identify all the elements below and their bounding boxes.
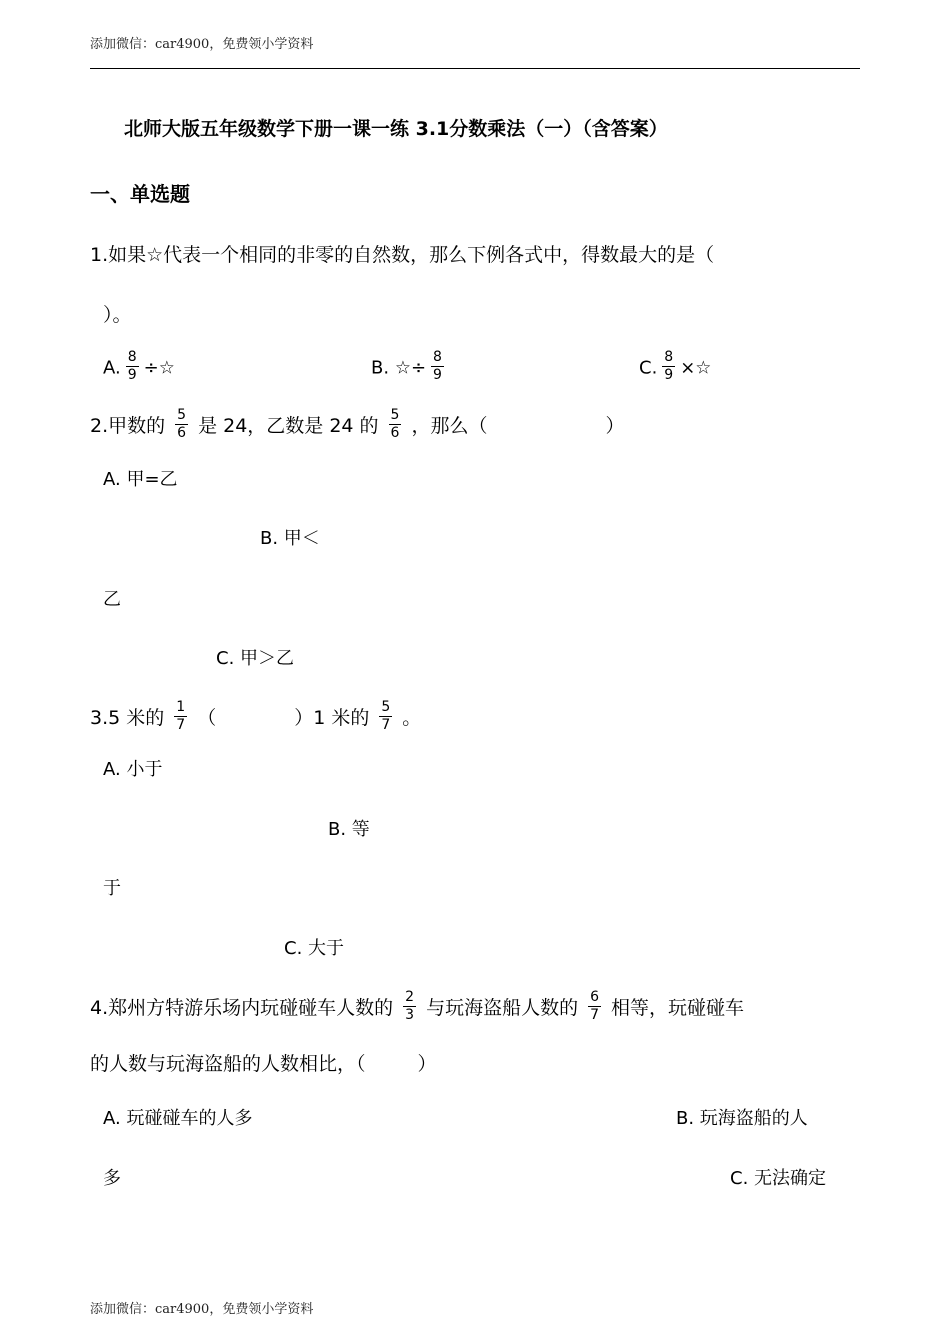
stem-text: ） <box>605 415 625 437</box>
fraction-numerator: 8 <box>433 349 442 365</box>
stem-text: （ <box>197 707 217 729</box>
option-expression: ☆÷ <box>394 357 427 379</box>
question-2-option-a[interactable]: A. 甲=乙 <box>103 469 178 490</box>
question-4-option-c[interactable]: C. 无法确定 <box>730 1168 827 1189</box>
question-2-option-c[interactable]: C. 甲＞乙 <box>216 648 295 669</box>
fraction-numerator: 8 <box>127 349 137 365</box>
question-1-line-2: ）。 <box>103 304 132 326</box>
stem-text: 3.5 米的 <box>90 707 165 729</box>
question-4-option-a[interactable]: A. 玩碰碰车的人多 <box>103 1108 253 1129</box>
stem-text: 。 <box>402 707 422 729</box>
fraction-denominator: 6 <box>177 425 187 441</box>
question-3-option-a[interactable]: A. 小于 <box>103 759 163 780</box>
fraction-denominator: 6 <box>390 425 400 441</box>
fraction <box>379 700 392 733</box>
question-3-option-b-wrap[interactable]: 于 <box>103 878 121 899</box>
fraction-numerator: 5 <box>381 699 391 715</box>
fraction-numerator: 6 <box>590 989 599 1005</box>
question-3-option-c[interactable]: C. 大于 <box>284 938 345 959</box>
question-4-option-b-wrap[interactable]: 多 <box>103 1168 121 1189</box>
stem-text: 的人数与玩海盗船的人数相比，（ <box>90 1053 366 1075</box>
option-label: C. <box>639 357 658 379</box>
question-2-option-b[interactable]: B. 甲＜ <box>260 528 320 549</box>
fraction <box>174 700 187 733</box>
option-expression: ÷☆ <box>143 357 175 379</box>
question-4-line-1 <box>90 989 745 1025</box>
stem-text: ） <box>417 1053 437 1075</box>
stem-text: 与玩海盗船人数的 <box>426 997 579 1019</box>
footer-watermark: 添加微信：car4900，免费领小学资料 <box>90 1302 314 1317</box>
fraction-denominator: 7 <box>381 717 391 733</box>
fraction <box>403 990 416 1023</box>
fraction-denominator: 3 <box>405 1007 415 1023</box>
fraction <box>431 350 444 383</box>
fraction-numerator: 1 <box>176 699 186 715</box>
question-2-stem <box>90 407 625 443</box>
stem-text: 4.郑州方特游乐场内玩碰碰车人数的 <box>90 997 394 1019</box>
question-4-option-b[interactable]: B. 玩海盗船的人 <box>676 1108 808 1129</box>
question-1-option-c[interactable] <box>639 349 712 385</box>
fraction-numerator: 5 <box>390 407 400 423</box>
question-2-option-b-wrap[interactable]: 乙 <box>103 589 121 610</box>
fraction-denominator: 7 <box>176 717 186 733</box>
fraction-denominator: 9 <box>127 367 137 383</box>
document-title: 北师大版五年级数学下册一课一练 3.1分数乘法（一）（含答案） <box>124 118 668 140</box>
fraction <box>588 990 601 1023</box>
stem-text: 相等，玩碰碰车 <box>611 997 745 1019</box>
fraction <box>126 350 139 383</box>
fraction-denominator: 9 <box>433 367 442 383</box>
fraction-denominator: 9 <box>664 367 674 383</box>
fraction-numerator: 5 <box>177 407 187 423</box>
fraction-numerator: 2 <box>405 989 415 1005</box>
question-1-option-b[interactable] <box>371 349 449 385</box>
question-1-line-1: 1.如果☆代表一个相同的非零的自然数，那么下例各式中，得数最大的是（ <box>90 244 715 266</box>
header-rule <box>90 68 860 69</box>
question-1-option-a[interactable] <box>103 349 175 385</box>
fraction <box>175 408 188 441</box>
option-label: B. <box>371 357 390 379</box>
stem-text: ）1 米的 <box>294 707 370 729</box>
stem-text: ，那么（ <box>411 415 488 437</box>
fraction <box>662 350 675 383</box>
section-heading: 一、单选题 <box>90 182 190 206</box>
header-watermark: 添加微信：car4900，免费领小学资料 <box>90 37 314 52</box>
question-4-line-2 <box>90 1052 437 1076</box>
question-3-option-b[interactable]: B. 等 <box>328 819 370 840</box>
stem-text: 是 24，乙数是 24 的 <box>198 415 379 437</box>
question-3-stem <box>90 699 422 735</box>
fraction <box>389 408 402 441</box>
option-expression: ×☆ <box>680 357 712 379</box>
option-label: A. <box>103 357 121 379</box>
fraction-numerator: 8 <box>664 349 674 365</box>
stem-text: 2.甲数的 <box>90 415 166 437</box>
fraction-denominator: 7 <box>590 1007 599 1023</box>
